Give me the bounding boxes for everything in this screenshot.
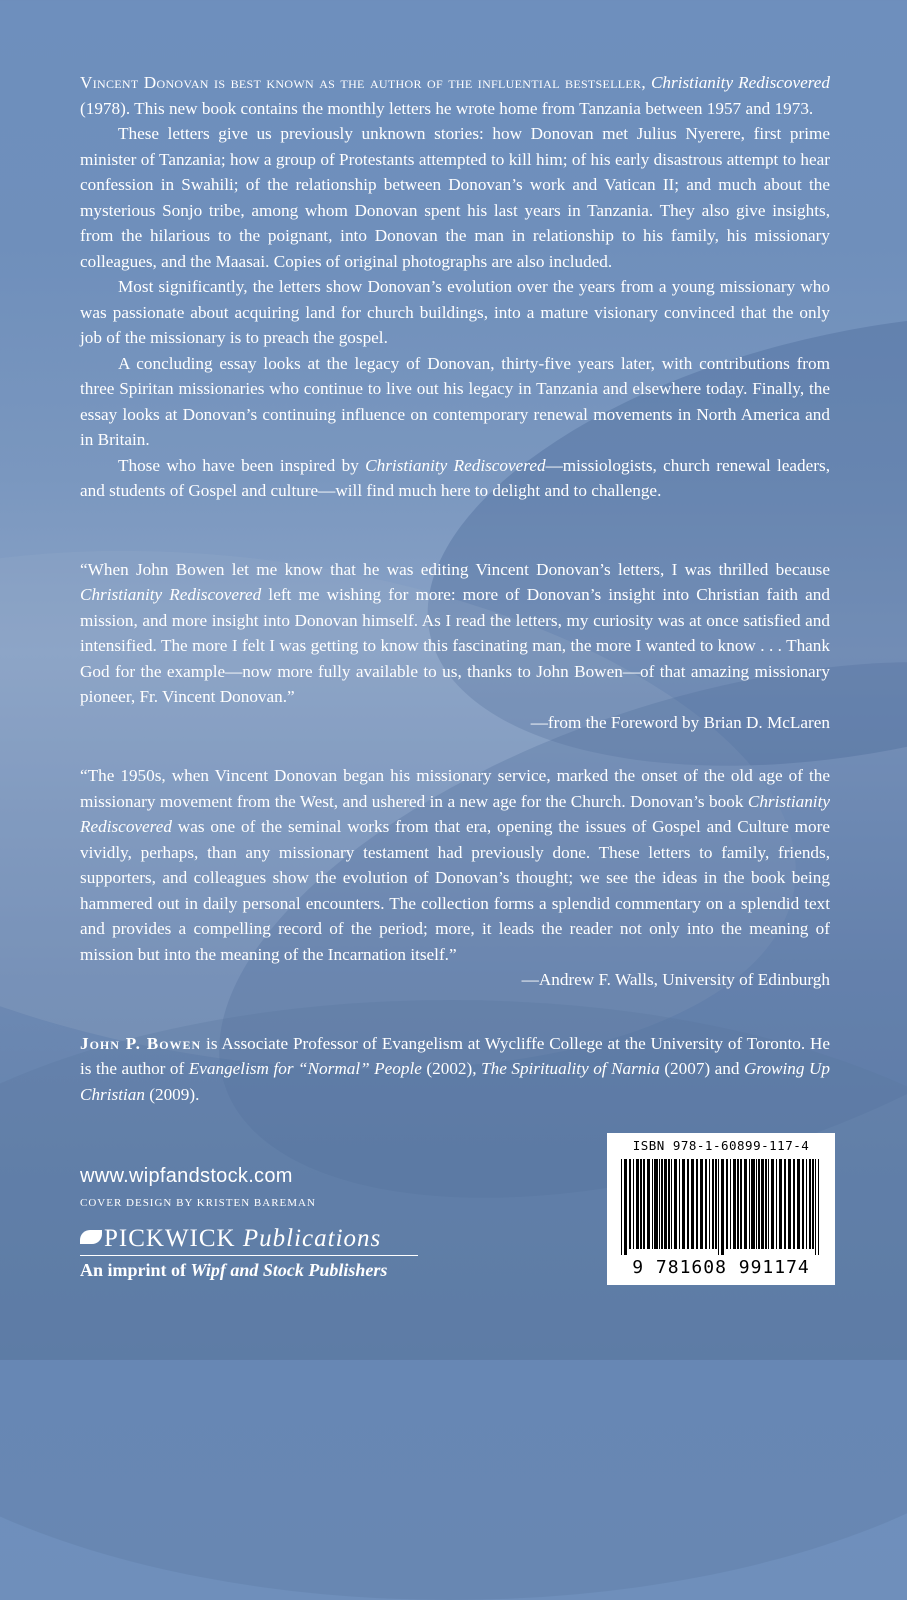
book-title: Christianity Rediscovered bbox=[650, 73, 831, 92]
barcode-bar bbox=[721, 1159, 724, 1255]
editor-bio: John P. Bowen is Associate Professor of Evangelism at Wycliffe College at the University of Toronto. He is the author of Evangelism for “Normal” People (2002), The Spirituality of Narnia (2007) and Growing Up Christian (2009). bbox=[80, 1033, 831, 1104]
barcode-bar bbox=[806, 1159, 807, 1249]
barcode-bar bbox=[751, 1159, 755, 1249]
barcode-bar bbox=[640, 1159, 642, 1249]
barcode-bar bbox=[784, 1159, 786, 1249]
blurb-paragraph-3: Most significantly, the letters show Donovan’s evolution over the years from a young missionary who was passionate about acquiring land for church buildings, into a mature visionary convinced that the only job of the missionary is to preach the gospel. bbox=[80, 277, 830, 347]
barcode-bar bbox=[812, 1159, 814, 1249]
barcode-bar bbox=[659, 1159, 660, 1249]
barcode-bar bbox=[744, 1159, 747, 1249]
barcode-bar bbox=[691, 1159, 694, 1249]
publisher-block bbox=[80, 1225, 418, 1281]
barcode-bar bbox=[788, 1159, 791, 1249]
leaf-icon bbox=[80, 1230, 102, 1244]
endorsement-attribution: —from the Foreword by Brian D. McLaren bbox=[530, 712, 830, 732]
barcode-bar bbox=[737, 1159, 739, 1249]
barcode-bar bbox=[809, 1159, 811, 1249]
book-title: Christianity Rediscovered bbox=[365, 455, 546, 475]
back-cover-text bbox=[80, 70, 830, 1107]
editor-name: John P. Bowen bbox=[80, 1033, 202, 1053]
publisher-website[interactable]: www.wipfandstock.com bbox=[80, 1165, 293, 1187]
barcode-bar bbox=[768, 1159, 769, 1249]
barcode-bar bbox=[709, 1159, 710, 1249]
barcode-bar bbox=[761, 1159, 764, 1249]
barcode-bar bbox=[779, 1159, 782, 1249]
blurb-paragraph-5: Those who have been inspired by Christianity Rediscovered—missiologists, church renewal leaders, and students of Gospel and culture—will find much here to delight and to challenge. bbox=[80, 455, 830, 500]
barcode-bar bbox=[705, 1159, 707, 1249]
barcode-number: 9 781608 991174 bbox=[632, 1257, 810, 1278]
barcode-bar bbox=[818, 1159, 819, 1255]
barcode-bar bbox=[636, 1159, 639, 1249]
barcode-bars bbox=[619, 1159, 823, 1255]
barcode-bar bbox=[797, 1159, 800, 1249]
barcode-bar bbox=[624, 1159, 627, 1255]
endorsement-attribution: —Andrew F. Walls, University of Edinburgh bbox=[521, 970, 830, 989]
barcode-bar bbox=[793, 1159, 795, 1249]
publisher-name: PICKWICK Publications bbox=[80, 1225, 418, 1256]
barcode-bar bbox=[682, 1159, 685, 1249]
barcode-bar bbox=[671, 1159, 672, 1249]
barcode-bar bbox=[654, 1159, 658, 1249]
barcode-bar bbox=[643, 1159, 645, 1249]
barcode-bar bbox=[802, 1159, 804, 1249]
barcode-bar bbox=[733, 1159, 736, 1249]
barcode-bar bbox=[758, 1159, 760, 1249]
publisher-imprint: An imprint of Wipf and Stock Publishers bbox=[80, 1260, 388, 1280]
barcode-bar bbox=[749, 1159, 750, 1249]
isbn-label: ISBN 978-1-60899-117-4 bbox=[632, 1138, 810, 1153]
barcode-bar bbox=[712, 1159, 714, 1249]
barcode-bar bbox=[621, 1159, 622, 1255]
barcode-bar bbox=[629, 1159, 631, 1249]
barcode-bar bbox=[815, 1159, 816, 1255]
barcode-bar bbox=[765, 1159, 767, 1249]
barcode-bar bbox=[715, 1159, 717, 1249]
blurb-paragraph-1: Vincent Donovan is best known as the author of the influential bestseller, Christianity Rediscovered (1978). This new book contains the monthly letters he wrote home from Tanzania between 1957 and 1973. bbox=[80, 73, 831, 118]
barcode-bar bbox=[674, 1159, 677, 1249]
barcode-bar bbox=[771, 1159, 774, 1249]
author-name: Vincent Donovan bbox=[80, 73, 209, 92]
barcode-bar bbox=[726, 1159, 728, 1249]
barcode-bar bbox=[700, 1159, 703, 1249]
barcode-bar bbox=[679, 1159, 680, 1249]
blurb-paragraph-4: A concluding essay looks at the legacy of Donovan, thirty-five years later, with contributions from three Spiritan missionaries who continue to live out his legacy in Tanzania and elsewhere today. Finally, the essay looks at Donovan’s continuing influence on contemporary renewal movements in North America and in Britain. bbox=[80, 353, 830, 449]
barcode-bar bbox=[696, 1159, 698, 1249]
book-title: Christianity Rediscovered bbox=[80, 791, 830, 836]
barcode-bar bbox=[730, 1159, 731, 1249]
blurb-paragraph-2: These letters give us previously unknown stories: how Donovan met Julius Nyerere, first prime minister of Tanzania; how a group of Protestants attempted to kill him; of his early disastrous attempt to hear confession in Swahili; of the relationship between Donovan’s work and Vatican II; and much about the mysterious Sonjo tribe, among whom Donovan spent his last years in Tanzania. They also give insights, from the hilarious to the poignant, into Donovan the man in relationship to his family, his missionary colleagues, and the Maasai. Copies of original photographs are also included. bbox=[80, 124, 830, 271]
barcode-bar bbox=[687, 1159, 689, 1249]
barcode-bar bbox=[664, 1159, 667, 1249]
barcode-bar bbox=[756, 1159, 757, 1249]
endorsement-walls: “The 1950s, when Vincent Donovan began his missionary service, marked the onset of the old age of the missionary movement from the West, and ushered in a new age for the Church. Donovan’s book Christianity Rediscovered was one of the seminal works from that era, opening the issues of Gospel and Culture more vividly, perhaps, than any missionary testament had previously done. These letters to family, friends, supporters, and colleagues show the evolution of Donovan’s thought; we see the ideas in the book being hammered out in daily personal encounters. The collection forms a splendid commentary on a splendid text and provides a compelling record of the period; more, it leads the reader not only into the meaning of mission but into the meaning of the Incarnation itself.” bbox=[80, 766, 830, 964]
barcode-bar bbox=[633, 1159, 634, 1249]
isbn-barcode bbox=[607, 1133, 835, 1285]
barcode-bar bbox=[668, 1159, 670, 1249]
barcode-bar bbox=[647, 1159, 650, 1249]
barcode-bar bbox=[740, 1159, 742, 1249]
barcode-bar bbox=[718, 1159, 719, 1255]
endorsement-mclaren: “When John Bowen let me know that he was editing Vincent Donovan’s letters, I was thrilled because Christianity Rediscovered left me wishing for more: more of Donovan’s insight into Christian faith and mission, and more insight into Donovan himself. As I read the letters, my curiosity was at once satisfied and intensified. The more I felt I was getting to know this fascinating man, the more I wanted to know . . . Thank God for the example—now more fully available to us, thanks to John Bowen—of that amazing missionary pioneer, Fr. Vincent Donovan.” bbox=[80, 559, 830, 706]
book-title: Christianity Rediscovered bbox=[80, 585, 262, 604]
cover-design-credit: COVER DESIGN BY KRISTEN BAREMAN bbox=[80, 1197, 316, 1209]
barcode-bar bbox=[661, 1159, 663, 1249]
barcode-bar bbox=[652, 1159, 653, 1249]
barcode-bar bbox=[776, 1159, 777, 1249]
